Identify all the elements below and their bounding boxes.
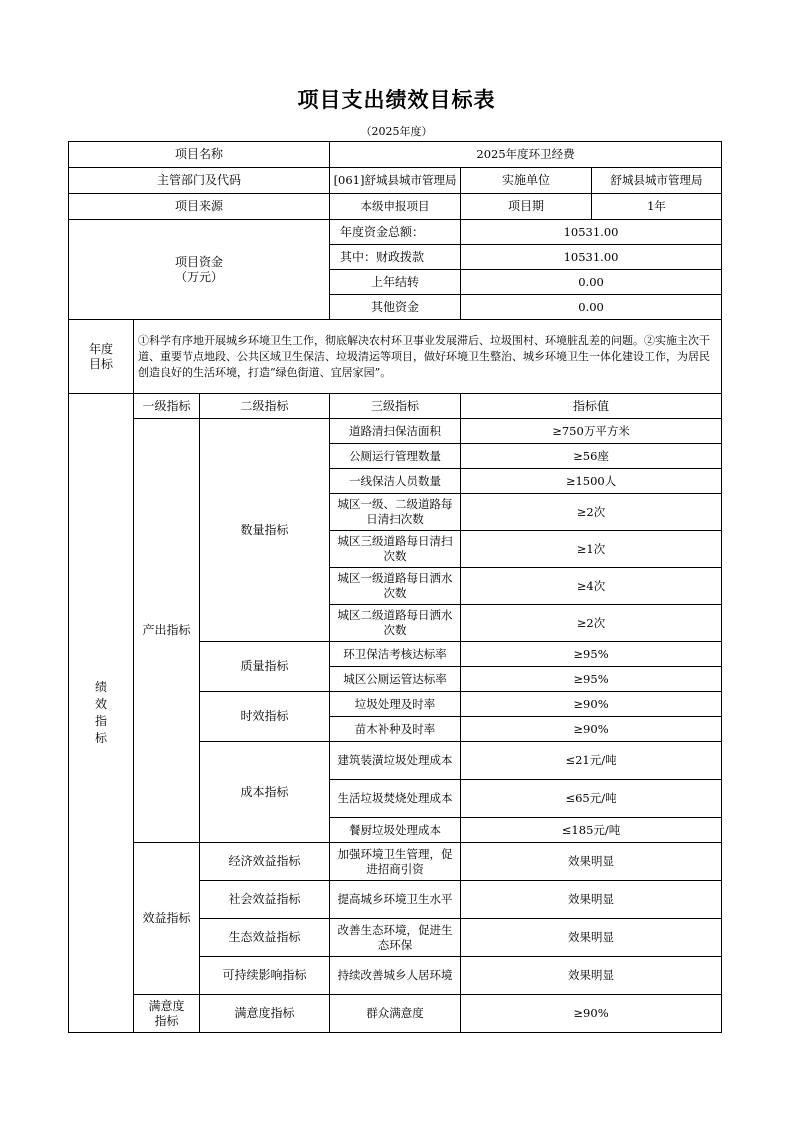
indicator-name: 城区三级道路每日清扫次数: [330, 531, 461, 568]
impl-unit-label: 实施单位: [461, 168, 592, 194]
indicator-name: 生活垃圾焚烧处理成本: [330, 780, 461, 818]
project-name-label: 项目名称: [69, 142, 330, 168]
indicator-value: 效果明显: [461, 957, 722, 995]
indicator-value: ≥2次: [461, 605, 722, 642]
header-level1: 一级指标: [134, 394, 200, 419]
satisfaction-label-line1: 满意度: [148, 998, 185, 1013]
perf-side-char: 绩: [94, 680, 107, 694]
page-title: 项目支出绩效目标表: [297, 87, 496, 112]
perf-side-label: [69, 394, 134, 1033]
quality-indicator-label: 质量指标: [200, 642, 330, 692]
indicator-name: 提高城乡环境卫生水平: [330, 881, 461, 919]
benefit-level2: 生态效益指标: [200, 919, 330, 957]
indicator-value: ≤185元/吨: [461, 818, 722, 843]
header-level2: 二级指标: [200, 394, 330, 419]
indicator-value: ≥4次: [461, 568, 722, 605]
perf-side-char: 标: [94, 731, 107, 745]
indicator-name: 持续改善城乡人居环境: [330, 957, 461, 995]
indicator-value: 效果明显: [461, 919, 722, 957]
benefit-level2: 可持续影响指标: [200, 957, 330, 995]
funds-label-line1: 项目资金: [175, 254, 224, 269]
indicator-name: 加强环境卫生管理，促进招商引资: [330, 843, 461, 881]
funds-fiscal-value: 10531.00: [461, 245, 722, 270]
indicator-name: 城区公厕运管达标率: [330, 667, 461, 692]
indicator-name: 环卫保洁考核达标率: [330, 642, 461, 667]
cost-indicator-label: 成本指标: [200, 742, 330, 843]
indicator-value: ≥95%: [461, 642, 722, 667]
satisfaction-indicator-label: [134, 995, 200, 1033]
goal-label-line2: 目标: [88, 356, 113, 371]
period-value: 1年: [592, 194, 722, 220]
table-row: [69, 168, 722, 194]
quantity-indicator-label: 数量指标: [200, 419, 330, 642]
table-row: [69, 394, 722, 419]
benefit-indicator-label: 效益指标: [134, 843, 200, 995]
funds-label-line2: （万元）: [175, 269, 224, 284]
indicator-value: ≤21元/吨: [461, 742, 722, 780]
indicator-value: 效果明显: [461, 881, 722, 919]
performance-table: [68, 141, 722, 1033]
goal-label-line1: 年度: [88, 341, 113, 356]
timeliness-indicator-label: 时效指标: [200, 692, 330, 742]
benefit-level2: 社会效益指标: [200, 881, 330, 919]
indicator-name: 公厕运行管理数量: [330, 444, 461, 469]
indicator-value: ≥56座: [461, 444, 722, 469]
funds-fiscal-label: 其中：财政拨款: [330, 245, 461, 270]
perf-side-char: 效: [94, 697, 107, 711]
table-row: [69, 995, 722, 1033]
header-value: 指标值: [461, 394, 722, 419]
indicator-name: 垃圾处理及时率: [330, 692, 461, 717]
indicator-name: 城区一级道路每日洒水次数: [330, 568, 461, 605]
funds-other-label: 其他资金: [330, 295, 461, 320]
funds-total-label: 年度资金总额：: [330, 220, 461, 245]
table-row: [69, 194, 722, 220]
indicator-name: 建筑装潢垃圾处理成本: [330, 742, 461, 780]
indicator-name: 改善生态环境，促进生态环保: [330, 919, 461, 957]
funds-carry-value: 0.00: [461, 270, 722, 295]
table-row: [69, 220, 722, 245]
table-row: [69, 320, 722, 394]
source-value: 本级申报项目: [330, 194, 461, 220]
indicator-name: 群众满意度: [330, 995, 461, 1033]
indicator-value: ≥2次: [461, 494, 722, 531]
indicator-value: ≥1次: [461, 531, 722, 568]
indicator-value: 效果明显: [461, 843, 722, 881]
indicator-value: ≥1500人: [461, 469, 722, 494]
period-label: 项目期: [461, 194, 592, 220]
perf-side-char: 指: [94, 714, 107, 728]
header-level3: 三级指标: [330, 394, 461, 419]
funds-label: [69, 220, 330, 320]
indicator-value: ≥750万平方米: [461, 419, 722, 444]
funds-other-value: 0.00: [461, 295, 722, 320]
indicator-name: 一线保洁人员数量: [330, 469, 461, 494]
indicator-value: ≥95%: [461, 667, 722, 692]
indicator-name: 城区一级、二级道路每日清扫次数: [330, 494, 461, 531]
dept-label: 主管部门及代码: [69, 168, 330, 194]
project-name-value: 2025年度环卫经费: [330, 142, 722, 168]
indicator-name: 苗木补种及时率: [330, 717, 461, 742]
satisfaction-level2: 满意度指标: [200, 995, 330, 1033]
indicator-value: ≥90%: [461, 995, 722, 1033]
source-label: 项目来源: [69, 194, 330, 220]
funds-carry-label: 上年结转: [330, 270, 461, 295]
table-row: [69, 419, 722, 444]
output-indicator-label: 产出指标: [134, 419, 200, 843]
benefit-level2: 经济效益指标: [200, 843, 330, 881]
satisfaction-label-line2: 指标: [154, 1013, 179, 1028]
indicator-name: 城区二级道路每日洒水次数: [330, 605, 461, 642]
impl-unit-value: 舒城县城市管理局: [592, 168, 722, 194]
year-subtitle: （2025年度）: [360, 125, 433, 138]
indicator-name: 餐厨垃圾处理成本: [330, 818, 461, 843]
indicator-value: ≤65元/吨: [461, 780, 722, 818]
goal-label: [69, 320, 134, 394]
table-row: [69, 843, 722, 881]
dept-value: [061]舒城县城市管理局: [330, 168, 461, 194]
table-row: [69, 142, 722, 168]
goal-text: ①科学有序地开展城乡环境卫生工作，彻底解决农村环卫事业发展滞后、垃圾围村、环境脏乱差的问题。②实施主次干道、重要节点地段、公共区域卫生保洁、垃圾清运等项目，做好环境卫生整治、城乡环境卫生一体化建设工作，为居民创造良好的生活环境，打造“绿色街道、宜居家园”。: [134, 320, 722, 394]
indicator-name: 道路清扫保洁面积: [330, 419, 461, 444]
indicator-value: ≥90%: [461, 692, 722, 717]
funds-total-value: 10531.00: [461, 220, 722, 245]
indicator-value: ≥90%: [461, 717, 722, 742]
